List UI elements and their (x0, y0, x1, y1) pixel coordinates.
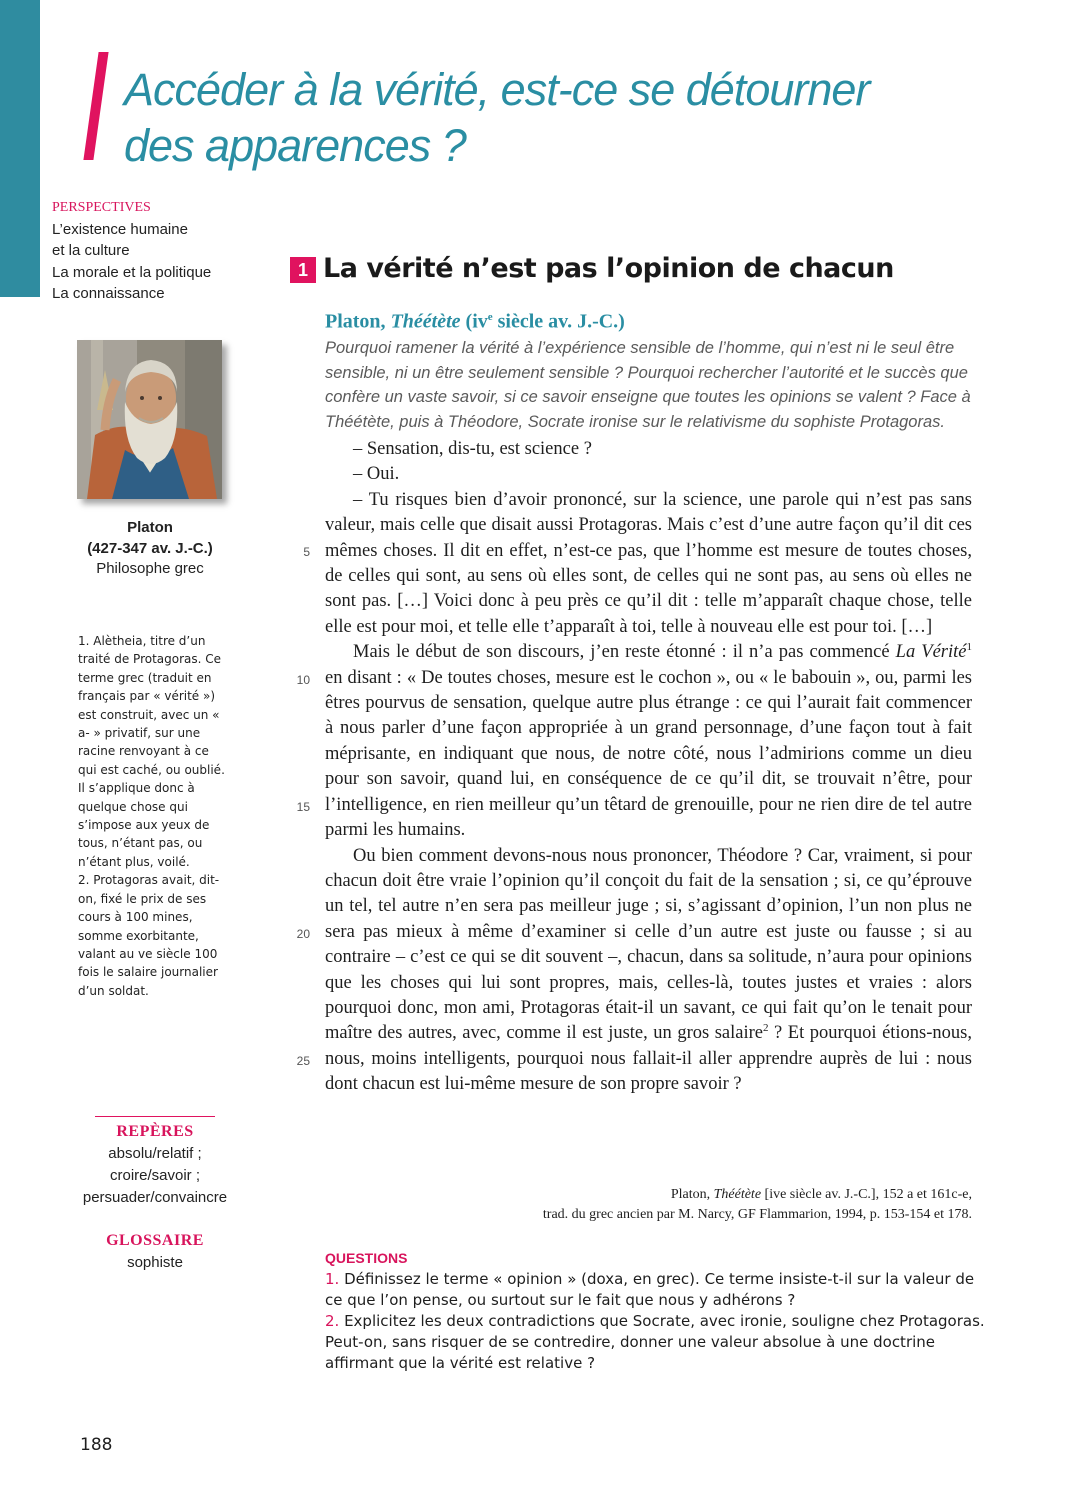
text-paragraph (325, 640, 972, 843)
question-number: 2. (325, 1312, 340, 1330)
footnote-1: 1. Alètheia, titre d’un traité de Protagoras. Ce terme grec (traduit en français par « vérité ») est construit, avec un « a- » privatif, sur une racine renvoyant à ce qui est caché, ou oublié. Il s’applique donc à quelque chose qui s’impose aux yeux de tous, n’étant pas, ou n’étant plus, voilé. (78, 634, 225, 869)
plato-portrait-image (77, 340, 222, 499)
questions-box (325, 1248, 985, 1374)
perspective-item: et la culture (52, 242, 130, 259)
questions-heading: QUESTIONS (325, 1250, 408, 1266)
reperes-item: croire/savoir ; (109, 1167, 201, 1184)
page-title (124, 62, 1024, 174)
footnotes (78, 632, 228, 1000)
text-paragraph: – Sensation, dis-tu, est science ? (353, 439, 592, 459)
perspective-item: L’existence humaine (52, 220, 188, 238)
line-number: 15 (296, 800, 310, 814)
main-text (325, 437, 972, 1098)
text-paragraph: – Tu risques bien d’avoir prononcé, sur la science, une parole qui n’est pas sans valeur, mais celle que disait aussi Protagoras. Mais c’est d’une autre façon qu’il dit ces mêmes choses. Il dit en effet, n’est-ce pas, que l’homme est mesure de toutes choses, de celles qui sont, au sens où elles sont, de celles qui ne sont pas, au sens où elles ne sont pas. […] Voici donc à peu près ce qu’il dit : telle m’apparaît chaque chose, telle elle est pour moi, et telle elle t’apparaît à toi, telle à nouveau elle est pour toi. […] (325, 489, 972, 637)
plato-portrait (77, 340, 222, 499)
question-number: 1. (325, 1270, 340, 1288)
source-line1: Platon, Théétète [ive siècle av. J.-C.], 152 a et 161c-e, (670, 1187, 972, 1202)
teal-side-bar (0, 0, 40, 297)
work-date-pre: (iv (460, 310, 488, 333)
page-title-line1: Accéder à la vérité, est-ce se détourner (124, 64, 870, 115)
page-number: 188 (80, 1435, 113, 1455)
text-italic: La Vérité (895, 642, 967, 663)
question-1 (325, 1269, 985, 1311)
perspectives-box (52, 197, 272, 305)
line-number: 5 (303, 545, 310, 559)
question-text: Explicitez les deux contradictions que Socrate, avec ironie, souligne chez Protagoras. Peut-on, sans risquer de se contredire, donner une valeur absolue à une doctrine affirmant que la vérité est relative ? (325, 1312, 985, 1372)
title-accent-mark (83, 52, 108, 160)
portrait-dates: (427-347 av. J.-C.) (87, 539, 213, 557)
line-number: 10 (296, 673, 310, 687)
intro-text: Pourquoi ramener la vérité à l’expérience sensible de l’homme, qui n’est ni le seul être sensible, ni un être seulement sensible ? Pourquoi rechercher l’autorité et le succès que confère un vaste savoir, si ce savoir enseigne que toutes les opinions se valent ? Face à Théétète, puis à Théodore, Socrate ironise sur le relativisme du sophiste Protagoras. (325, 339, 971, 431)
text-span: ? Et pourquoi étions-nous, nous, moins intelligents, pourquoi nous fallait-il aller apprendre auprès de lui : nous dont chacun est lui-même mesure de son propre savoir ? (325, 1023, 972, 1095)
work-date-sup: e (487, 311, 493, 323)
perspective-item: La connaissance (52, 285, 165, 302)
reperes-item: absolu/relatif ; (108, 1145, 202, 1162)
work-date-post: siècle av. J.-C.) (492, 310, 625, 333)
author-name: Platon, (325, 310, 391, 333)
perspective-item: La morale et la politique (52, 263, 212, 281)
reperes-heading: REPÈRES (116, 1123, 194, 1140)
reperes-box (80, 1116, 230, 1209)
footnote-ref: 2 (763, 1022, 769, 1035)
portrait-name: Platon (127, 519, 173, 536)
portrait-role: Philosophe grec (96, 560, 204, 577)
page-title-line2: des apparences ? (124, 120, 466, 171)
section-title: La vérité n’est pas l’opinion de chacun (323, 253, 894, 284)
glossaire-box (80, 1230, 230, 1274)
glossaire-heading: GLOSSAIRE (106, 1232, 204, 1249)
question-2 (325, 1311, 985, 1374)
question-text: Définissez le terme « opinion » (doxa, en grec). Ce terme insiste-t-il sur la valeur de ce que l’on pense, ou surtout sur le fait que nous y adhérons ? (325, 1270, 975, 1309)
author-line (325, 303, 625, 336)
text-span: en disant : « De toutes choses, mesure est le cochon », ou « le babouin », ou, parmi les êtres pourvus de sensation, quelque autre plus étrange : ce qui l’aurait fait commencer à nous parler d’une façon appropriée à un grand personnage, d’une façon tout à fait méprisante, en indiquant que nous, de notre côté, nous l’admirions comme un dieu pour son savoir, quand lui, en conséquence de ce qu’il dit, se trouvait n’être, pour l’intelligence, en rien meilleur qu’un têtard de grenouille, pour ne rien dire de tel autre parmi les humains. (325, 667, 972, 841)
text-paragraph: – Oui. (353, 464, 400, 485)
footnote-2: 2. Protagoras avait, dit-on, fixé le prix de ses cours à 100 mines, somme exorbitante, valant au ve siècle 100 fois le salaire journalier d’un soldat. (78, 873, 220, 998)
footnote-ref: 1 (966, 641, 972, 654)
glossaire-item: sophiste (127, 1254, 183, 1271)
reperes-divider (95, 1116, 215, 1117)
line-number: 25 (296, 1054, 310, 1068)
text-span: Ou bien comment devons-nous nous prononcer, Théodore ? Car, vraiment, si pour chacun doit être vraie l’opinion qu’il conçoit du fait de la sensation ; si, ce qu’éprouve un tel, tel autre n’en sera pas meilleur juge ; si, s’agissant d’opinion, l’un non plus ne sera pas mieux à même d’examiner si celle d’un autre est juste ou fausse ; si au contraire – c’est ce qui se dit souvent –, chacun, dans sa solitude, n’aura pour opinions que les choses qui lui sont propres, mais, celles-là, toutes justes et vraies : alors pourquoi donc, mon ami, Protagoras était-il un savant, ce qui fait qu’on le tenait pour maître des autres, avec, comme il est juste, un gros salaire (325, 845, 972, 1044)
portrait-caption (80, 518, 220, 580)
section-number-badge: 1 (290, 257, 316, 283)
line-number: 20 (296, 927, 310, 941)
source-line2: trad. du grec ancien par M. Narcy, GF Flammarion, 1994, p. 153-154 et 178. (542, 1207, 972, 1222)
text-paragraph (325, 844, 972, 1098)
perspectives-heading: PERSPECTIVES (52, 200, 151, 215)
source-reference (400, 1185, 972, 1225)
reperes-item: persuader/convaincre (82, 1189, 228, 1206)
text-span: Mais le début de son discours, j’en reste étonné : il n’a pas commencé (353, 642, 896, 663)
work-title: Théétète (390, 310, 461, 333)
